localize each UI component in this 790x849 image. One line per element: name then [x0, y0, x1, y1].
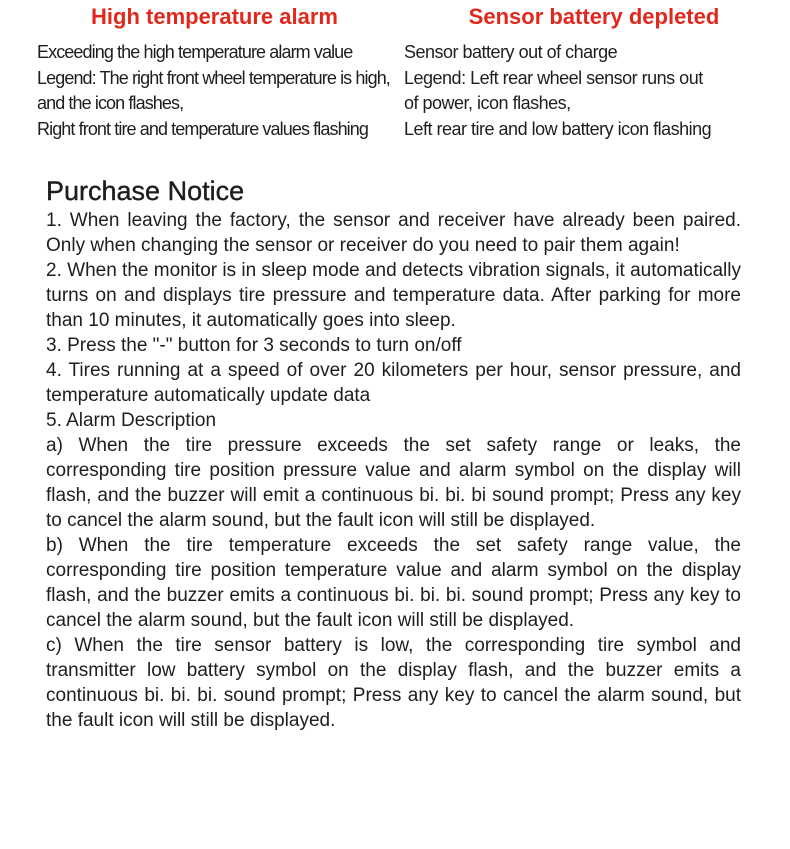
sensor-battery-depleted-title: Sensor battery depleted: [468, 4, 720, 29]
sensor-battery-depleted-section: [404, 0, 784, 142]
alarm-low-battery-description: c) When the tire sensor battery is low, the corresponding tire symbol and transmitter low battery symbol on the display flash, and the buzzer emits a continuous bi. bi. bi. sound prompt; Press any key to cancel the alarm sound, but the fault icon will still be displayed.: [46, 635, 741, 731]
alarm-temperature-description: b) When the tire temperature exceeds the set safety range value, the corresponding tire position temperature value and alarm symbol on the display flash, and the buzzer emits a continuous bi. bi. bi. sound prompt; Press any key to cancel the alarm sound, but the fault icon will still be displayed.: [46, 535, 741, 631]
description-line: Right front tire and temperature values flashing: [37, 118, 369, 139]
alarm-pressure-description: a) When the tire pressure exceeds the set safety range or leaks, the corresponding tire position pressure value and alarm symbol on the display will flash, and the buzzer will emit a continuous bi. bi. bi sound prompt; Press any key to cancel the alarm sound, but the fault icon will still be displayed.: [46, 435, 741, 531]
description-line: Sensor battery out of charge: [404, 42, 618, 62]
high-temperature-alarm-description: [37, 40, 392, 142]
description-line: and the icon flashes,: [37, 93, 184, 113]
description-line: Legend: Left rear wheel sensor runs out: [404, 67, 703, 88]
notice-item-alarm-description: 5. Alarm Description: [46, 410, 217, 431]
description-line: Exceeding the high temperature alarm value: [37, 42, 353, 62]
high-temperature-alarm-section: [37, 0, 392, 142]
description-line: of power, icon flashes,: [404, 93, 571, 113]
sensor-battery-depleted-description: [404, 40, 784, 142]
notice-item-pairing: 1. When leaving the factory, the sensor and receiver have already been paired. Only when changing the sensor or receiver do you need to pair them again!: [46, 210, 741, 256]
notice-item-auto-update: 4. Tires running at a speed of over 20 kilometers per hour, sensor pressure, and temperature automatically update data: [46, 360, 741, 406]
description-line: Legend: The right front wheel temperature is high,: [37, 67, 390, 88]
purchase-notice-title: Purchase Notice: [46, 176, 245, 206]
notice-item-power-button: 3. Press the "-" button for 3 seconds to turn on/off: [46, 335, 462, 356]
high-temperature-alarm-title: High temperature alarm: [91, 4, 338, 29]
description-line: Left rear tire and low battery icon flashing: [404, 118, 712, 139]
notice-item-sleep-mode: 2. When the monitor is in sleep mode and detects vibration signals, it automatically turns on and displays tire pressure and temperature data. After parking for more than 10 minutes, it automatically goes into sleep.: [46, 260, 741, 331]
purchase-notice-section: [46, 174, 741, 733]
